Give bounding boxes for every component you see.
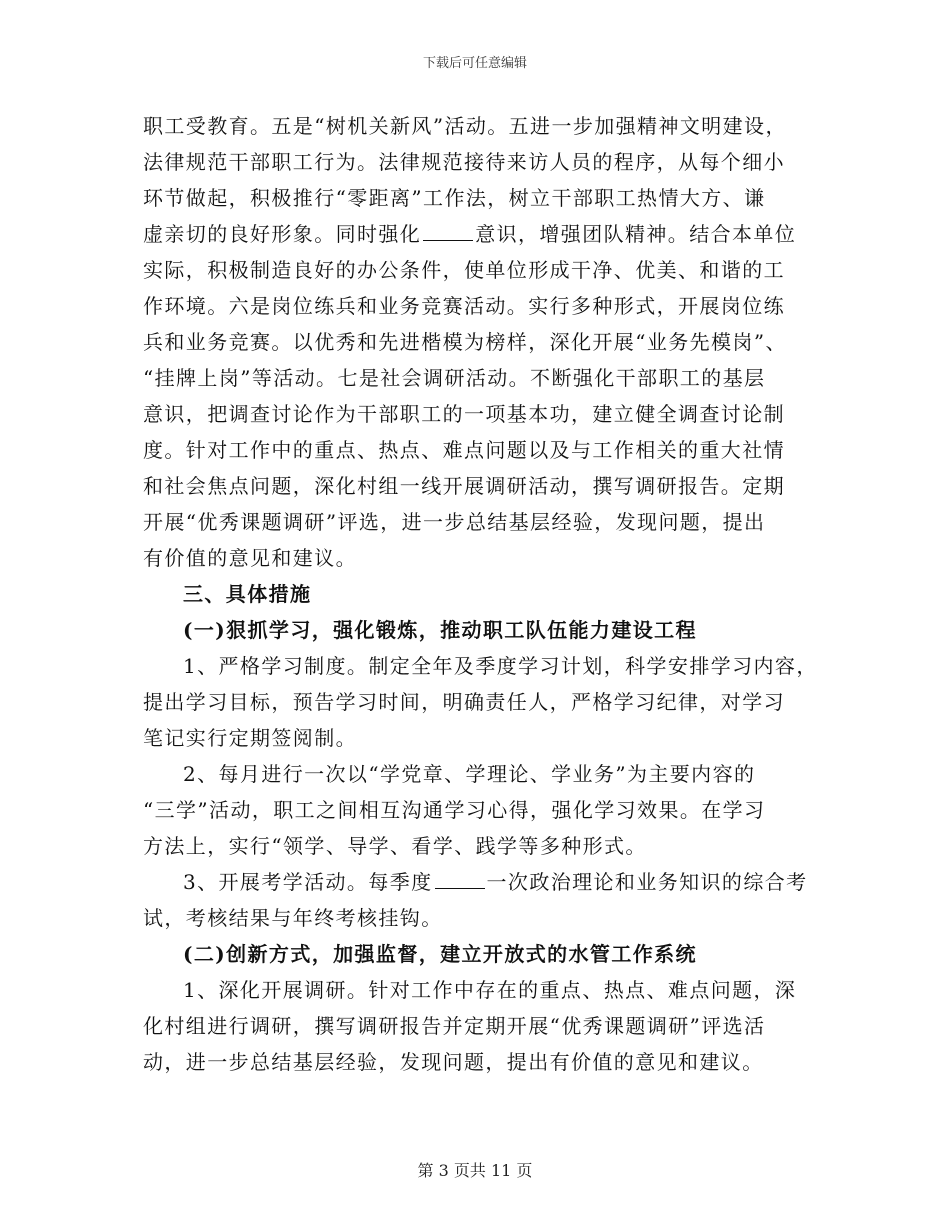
text-segment: 一次政治理论和业务知识的综合考 <box>486 870 808 894</box>
fill-in-blank <box>423 226 473 241</box>
text-line: 作环境。六是岗位练兵和业务竞赛活动。实行多种形式，开展岗位练 <box>143 294 785 318</box>
text-line: 1、严格学习制度。制定全年及季度学习计划，科学安排学习内容， <box>183 654 818 678</box>
subsection-heading: (一)狠抓学习，强化锻炼，推动职工队伍能力建设工程 <box>183 618 697 642</box>
text-line: 开展“优秀课题调研”评选，进一步总结基层经验，发现问题，提出 <box>143 510 766 534</box>
text-line: 有价值的意见和建议。 <box>143 546 357 570</box>
text-line: “三学”活动，职工之间相互沟通学习心得，强化学习效果。在学习 <box>143 798 766 822</box>
page-number: 第 3 页共 11 页 <box>417 1161 533 1180</box>
text-segment: 虚亲切的良好形象。同时强化 <box>143 222 422 246</box>
subsection-heading: (二)创新方式，加强监督，建立开放式的水管工作系统 <box>183 942 697 966</box>
text-segment: 意识，增强团队精神。结合本单位 <box>475 222 797 246</box>
text-line: 度。针对工作中的重点、热点、难点问题以及与工作相关的重大社情 <box>143 438 785 462</box>
text-line: 试，考核结果与年终考核挂钩。 <box>143 906 443 930</box>
text-line: 环节做起，积极推行“零距离”工作法，树立干部职工热情大方、谦 <box>143 186 766 210</box>
text-line: 实际，积极制造良好的办公条件，使单位形成干净、优美、和谐的工 <box>143 258 785 282</box>
text-line: “挂牌上岗”等活动。七是社会调研活动。不断强化干部职工的基层 <box>143 366 766 390</box>
text-segment: 3、开展考学活动。每季度 <box>183 870 433 894</box>
document-body <box>143 108 818 1080</box>
text-line: 提出学习目标，预告学习时间，明确责任人，严格学习纪律，对学习 <box>143 690 785 714</box>
text-line: 兵和业务竞赛。以优秀和先进楷模为榜样，深化开展“业务先模岗”、 <box>143 330 787 354</box>
text-line: 职工受教育。五是“树机关新风”活动。五进一步加强精神文明建设， <box>143 114 787 138</box>
page-header: 下载后可任意编辑 <box>422 56 527 71</box>
text-line: 和社会焦点问题，深化村组一线开展调研活动，撰写调研报告。定期 <box>143 474 785 498</box>
text-line-with-blank <box>143 216 813 252</box>
text-line: 化村组进行调研，撰写调研报告并定期开展“优秀课题调研”评选活 <box>143 1014 766 1038</box>
text-line-with-blank <box>143 864 813 900</box>
text-line: 动，进一步总结基层经验，发现问题，提出有价值的意见和建议。 <box>143 1050 764 1074</box>
text-line: 笔记实行定期签阅制。 <box>143 726 357 750</box>
text-line: 意识，把调查讨论作为干部职工的一项基本功，建立健全调查讨论制 <box>143 402 785 426</box>
text-line: 方法上，实行“领学、导学、看学、践学等多种形式。 <box>143 834 647 858</box>
text-line: 2、每月进行一次以“学党章、学理论、学业务”为主要内容的 <box>183 762 756 786</box>
section-heading: 三、具体措施 <box>183 582 312 606</box>
text-line: 1、深化开展调研。针对工作中存在的重点、热点、难点问题，深 <box>183 978 797 1002</box>
fill-in-blank <box>435 874 485 889</box>
text-line: 法律规范干部职工行为。法律规范接待来访人员的程序，从每个细小 <box>143 150 785 174</box>
